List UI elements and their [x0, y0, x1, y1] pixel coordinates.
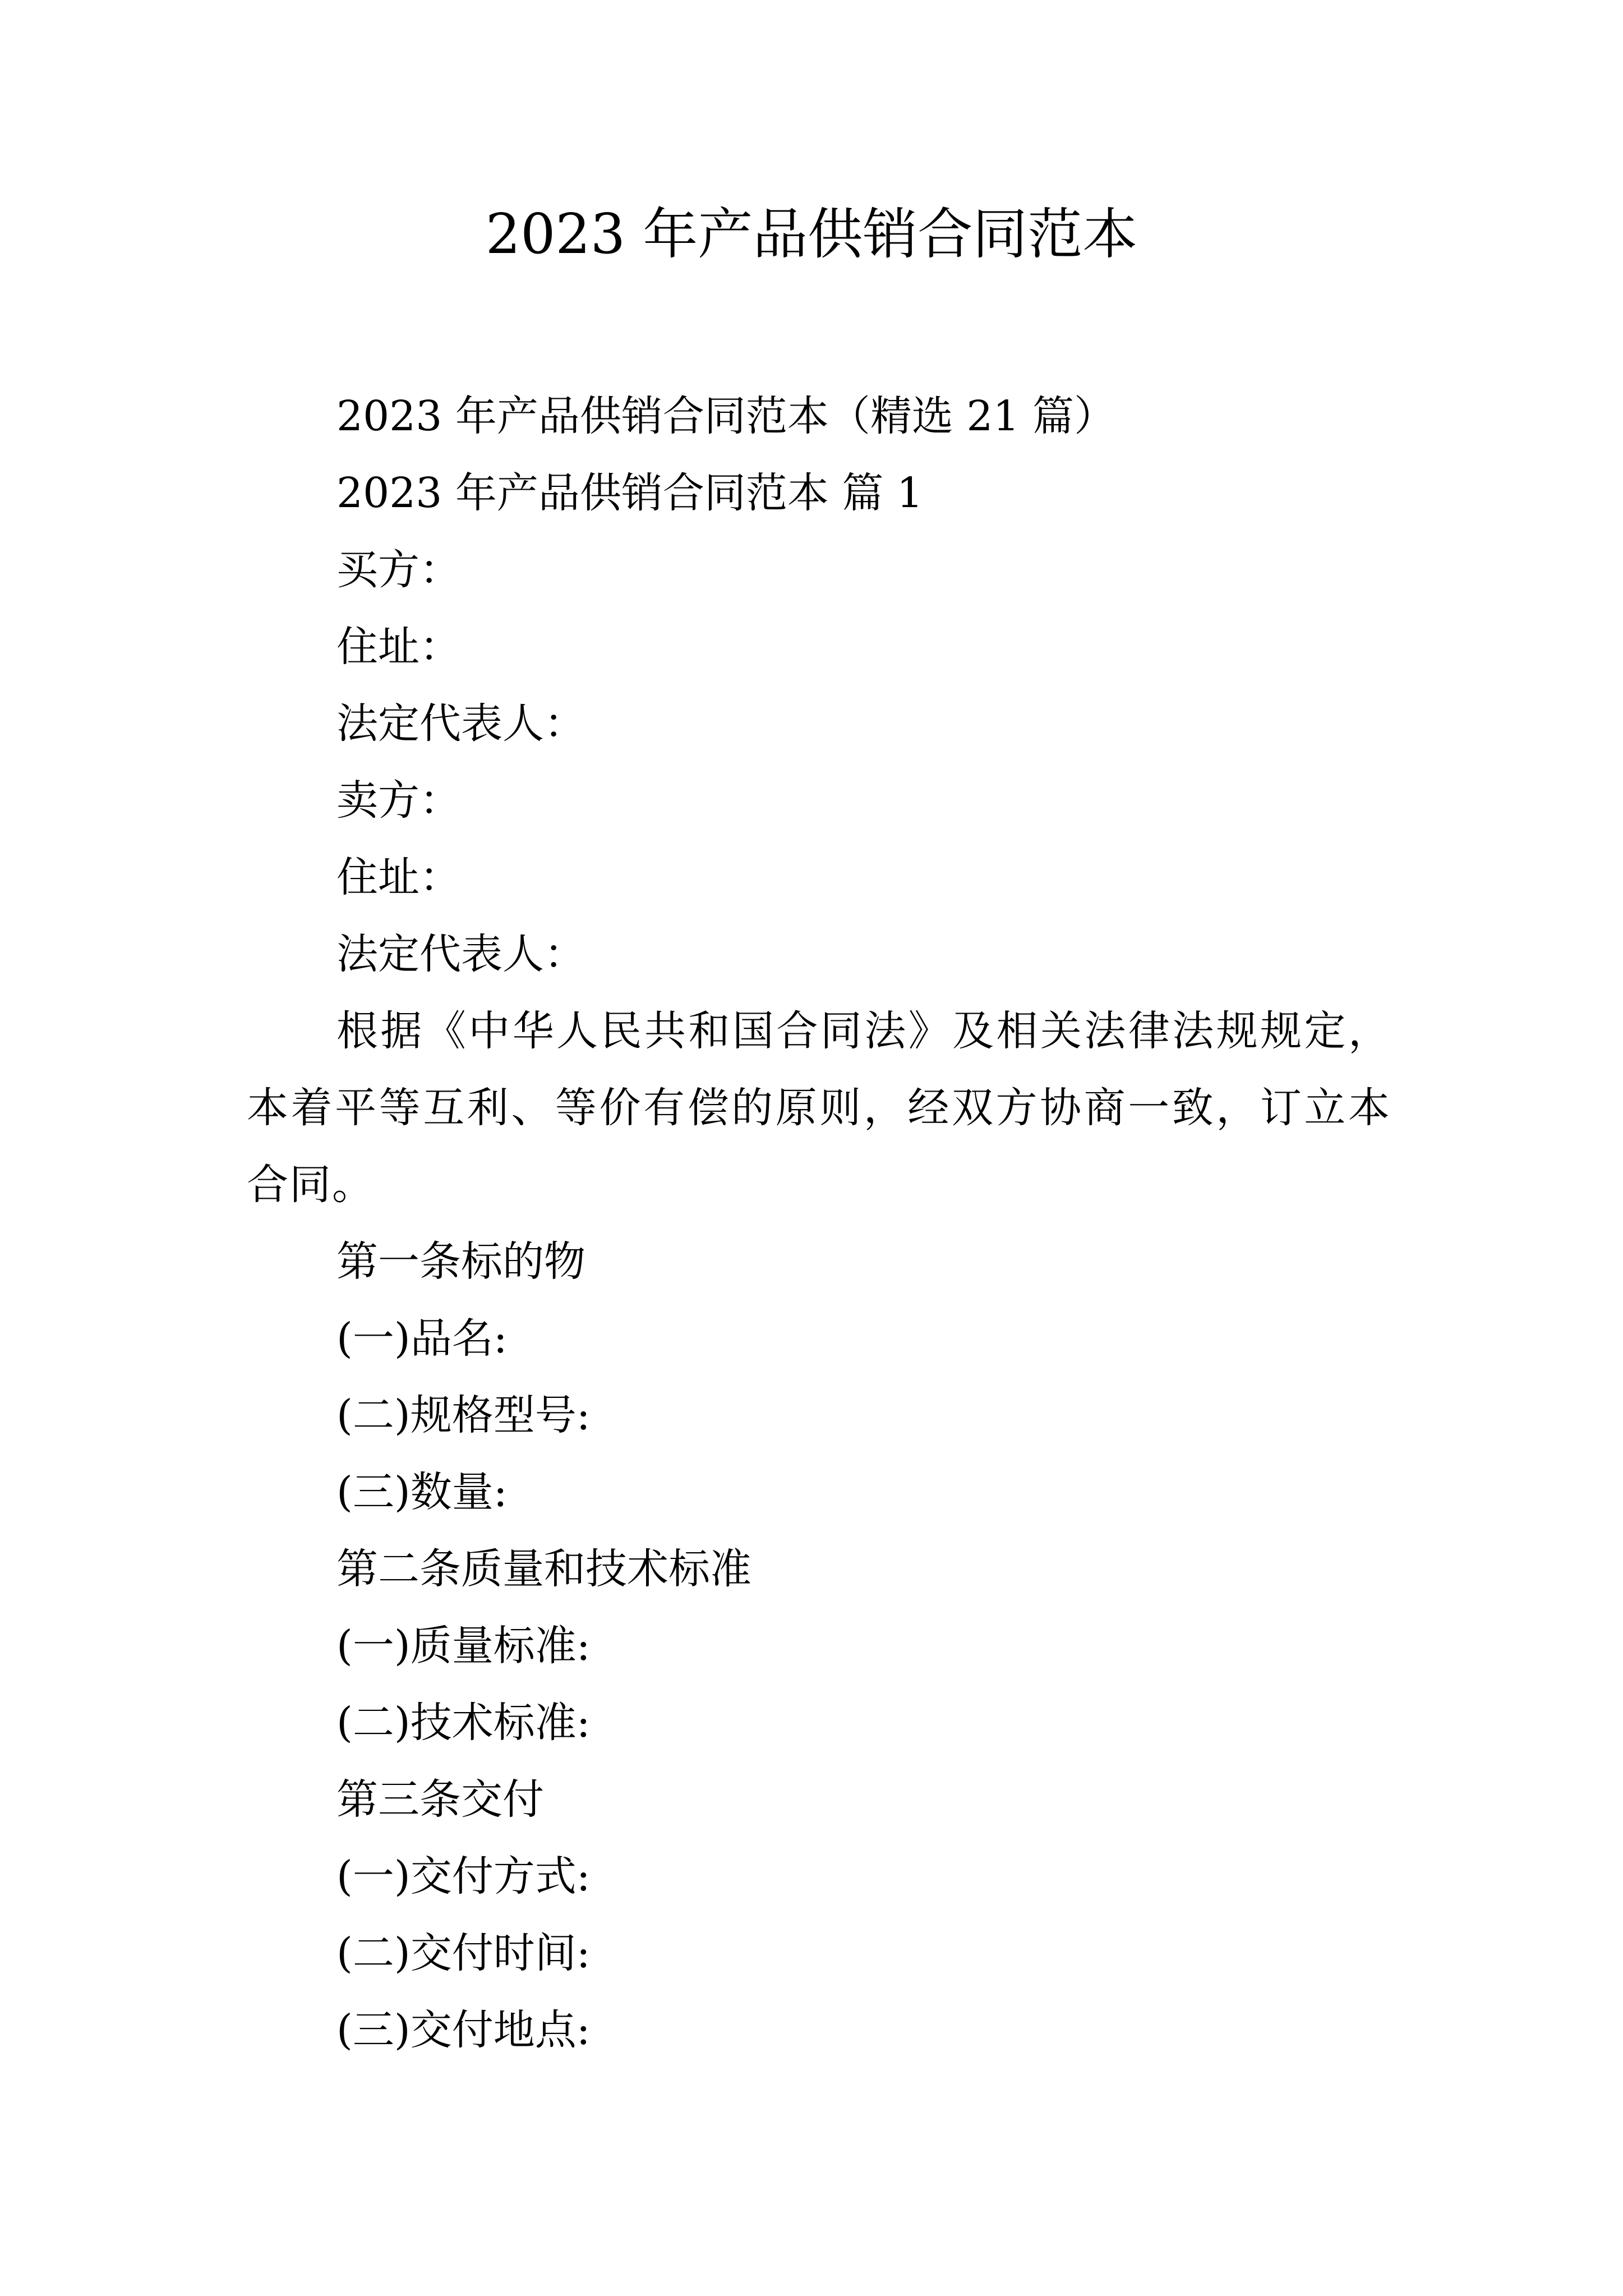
seller-representative-field: 法定代表人： — [336, 930, 585, 978]
clause-line: (一)质量标准: — [336, 1622, 591, 1670]
section-heading: 2023 年产品供销合同范本 篇 1 — [336, 469, 923, 517]
clause-line: (二)交付时间: — [336, 1929, 591, 1977]
clause-line: (一)品名: — [336, 1314, 508, 1363]
article-heading: 第二条质量和技术标准 — [336, 1545, 751, 1593]
article-heading: 第三条交付 — [336, 1775, 544, 1824]
clause-line: (二)规格型号: — [336, 1391, 591, 1439]
document-body — [247, 378, 1391, 2069]
clause-line: (二)技术标准: — [336, 1699, 591, 1747]
buyer-address-field: 住址： — [336, 623, 461, 671]
document-title: 2023 年产品供销合同范本 — [485, 203, 1138, 266]
clause-line: (一)交付方式: — [336, 1852, 591, 1901]
seller-address-field: 住址： — [336, 853, 461, 901]
clause-line: (三)数量: — [336, 1468, 508, 1516]
buyer-field: 买方： — [336, 546, 461, 594]
preamble-paragraph: 根据《中华人民共和国合同法》及相关法律法规规定，本着平等互利、等价有偿的原则，经双方协商一致，订立本合同。 — [247, 1007, 1391, 1209]
clause-line: (三)交付地点: — [336, 2006, 591, 2054]
buyer-representative-field: 法定代表人： — [336, 700, 585, 748]
seller-field: 卖方： — [336, 776, 461, 825]
subtitle-line: 2023 年产品供销合同范本（精选 21 篇） — [336, 392, 1116, 440]
article-heading: 第一条标的物 — [336, 1237, 585, 1286]
